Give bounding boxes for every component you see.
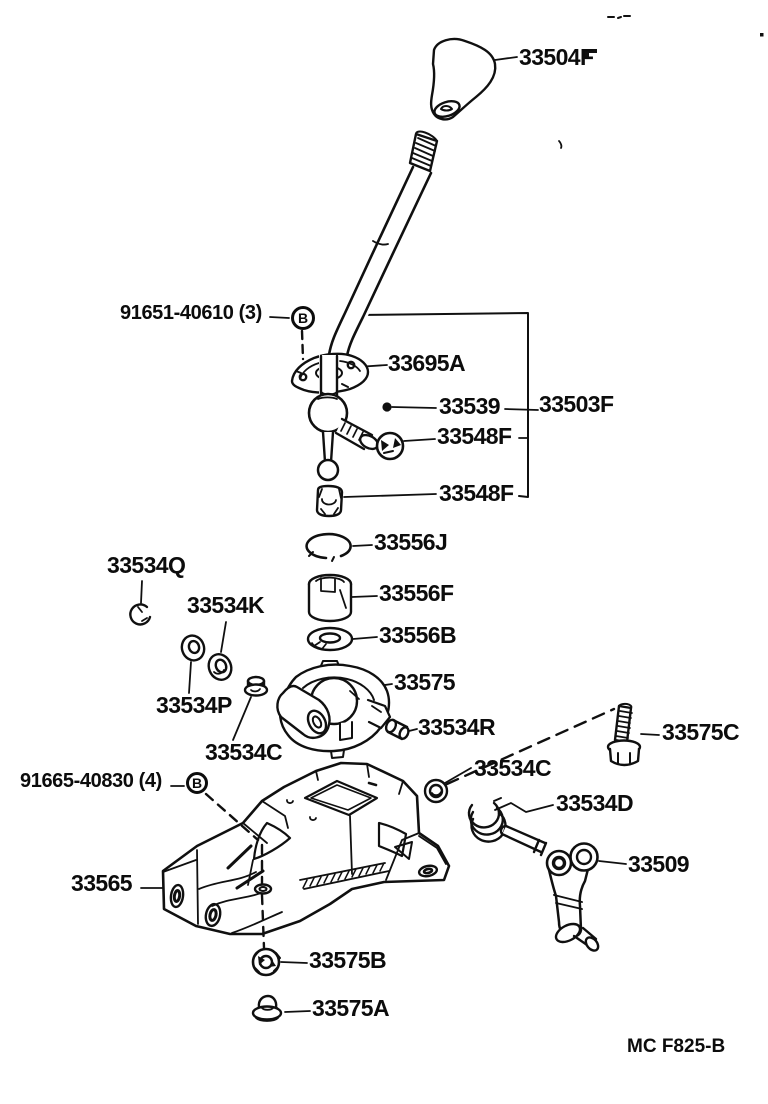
- part-label-33548f-2: 33548F: [439, 480, 514, 506]
- bolt-symbol-b2: B: [186, 772, 208, 794]
- part-33575c-bolt: [608, 704, 640, 765]
- part-label-33575: 33575: [394, 669, 455, 695]
- part-33556f-seat: [309, 575, 351, 621]
- part-label-33534k: 33534K: [187, 592, 264, 618]
- part-label-33575a: 33575A: [312, 995, 389, 1021]
- part-33556b-washer: [308, 628, 352, 650]
- part-label-33556j: 33556J: [374, 529, 448, 555]
- part-33534q-ering: [130, 604, 150, 624]
- part-33534r-pin: [384, 718, 410, 740]
- part-33575-retainer: [277, 661, 390, 758]
- part-label-33534r: 33534R: [418, 714, 495, 740]
- part-33548f-nut: [377, 433, 403, 459]
- part-label-33534d: 33534D: [556, 790, 633, 816]
- part-33509-lever: [501, 826, 601, 953]
- part-label-33534p: 33534P: [156, 692, 232, 718]
- part-33556j-ring: [307, 534, 351, 561]
- part-label-33539: 33539: [439, 393, 500, 419]
- part-label-33575c: 33575C: [662, 719, 739, 745]
- part-33534c-grommet-1: [245, 677, 267, 696]
- part-label-33565: 33565: [71, 870, 132, 896]
- bolt-symbol-b1: B: [291, 306, 315, 330]
- part-label-33509: 33509: [628, 851, 689, 877]
- part-label-33695a: 33695A: [388, 350, 465, 376]
- part-33548f-bushing: [317, 486, 342, 516]
- part-33534d-spring: [469, 798, 506, 842]
- part-33575b-nut: [253, 949, 280, 975]
- part-33503f-lever-shaft: [329, 132, 437, 356]
- part-33534p-washer: [179, 633, 208, 664]
- part-label-33534q: 33534Q: [107, 552, 186, 578]
- part-label-33548f-1: 33548F: [437, 423, 512, 449]
- part-label-33534c-2: 33534C: [474, 755, 551, 781]
- part-33534k-grommet: [205, 651, 235, 683]
- part-label-33575b: 33575B: [309, 947, 386, 973]
- part-33575a-fastener: [253, 996, 281, 1021]
- part-label-33504f: 33504F: [519, 44, 594, 70]
- part-33539-pin: [384, 404, 391, 411]
- part-33534c-grommet-2: [425, 780, 447, 802]
- part-label-33503f: 33503F: [539, 391, 614, 417]
- part-label-33556f: 33556F: [379, 580, 454, 606]
- figure-code: MC F825-B: [627, 1036, 726, 1057]
- scan-artifacts: [559, 16, 764, 148]
- part-label-33556b: 33556B: [379, 622, 456, 648]
- part-label-91665-40830: 91665-40830 (4): [20, 770, 162, 792]
- part-label-91651-40610: 91651-40610 (3): [120, 302, 262, 324]
- part-label-33534c-1: 33534C: [205, 739, 282, 765]
- part-33504f-knob: [431, 39, 495, 120]
